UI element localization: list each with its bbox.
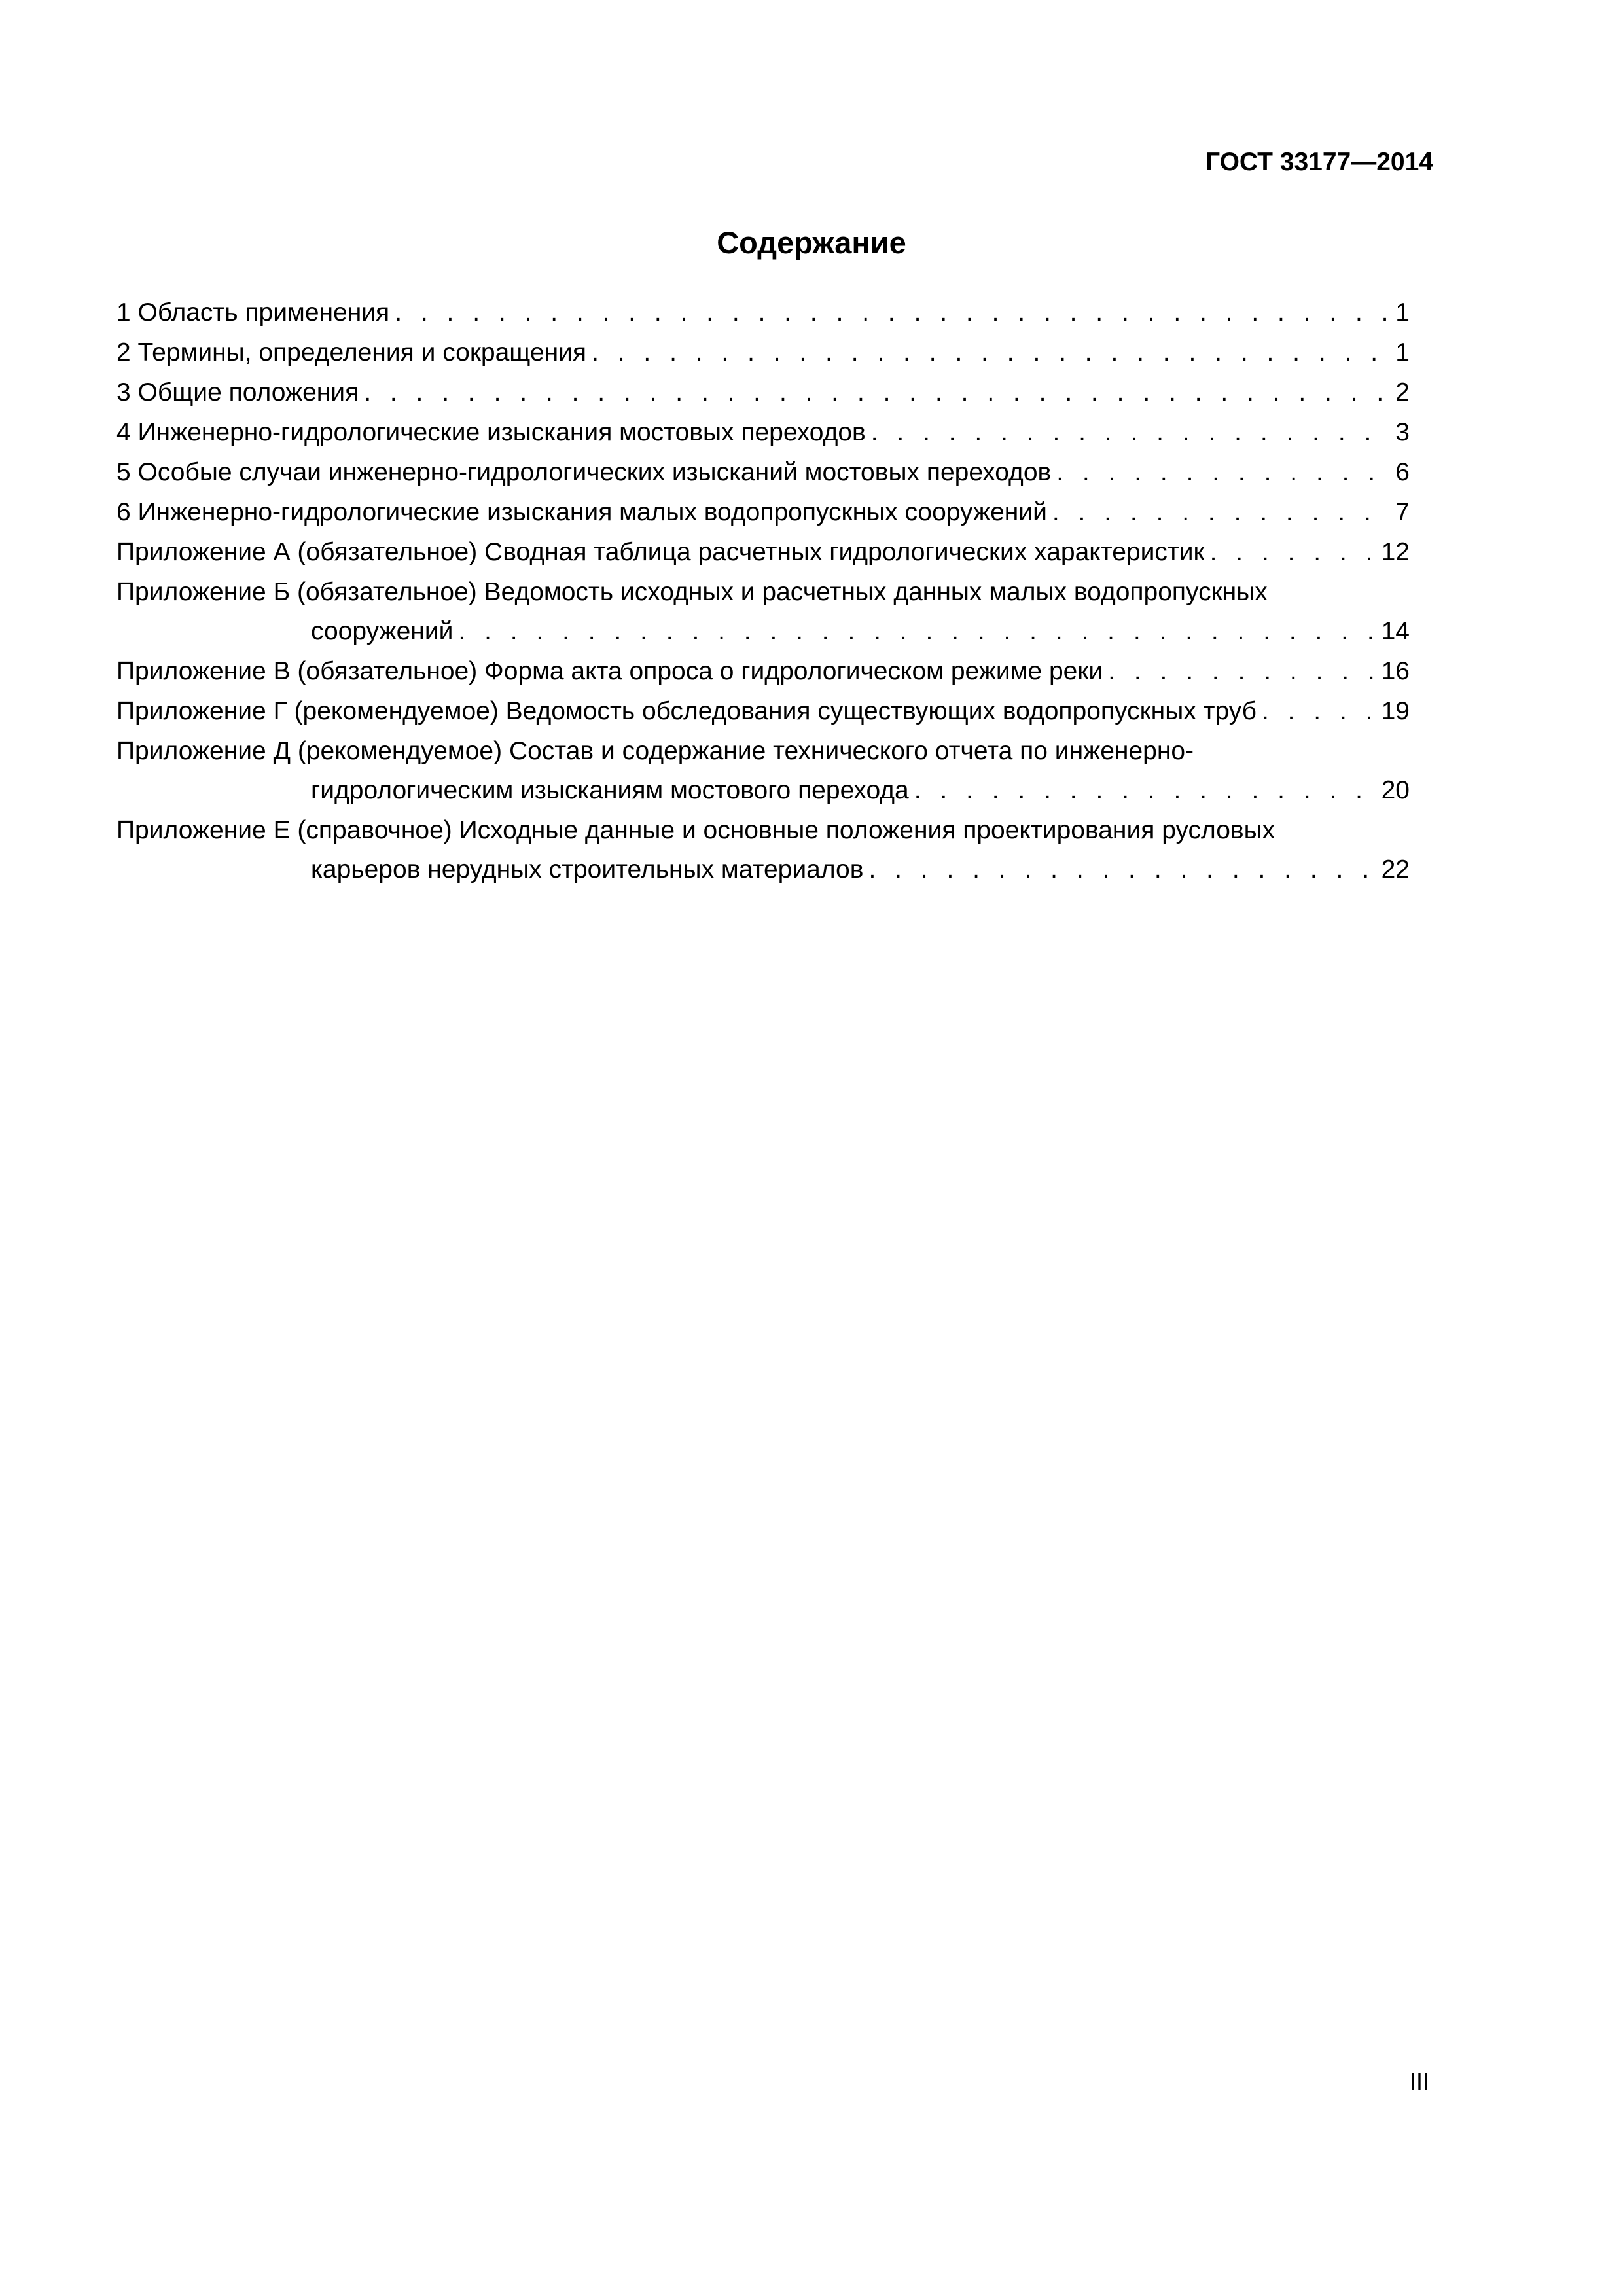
toc-appendix-entry[interactable]	[116, 652, 1410, 691]
toc-entry-title: 6 Инженерно-гидрологические изыскания малых водопропускных сооружений	[116, 498, 1047, 526]
toc-appendix-entry[interactable]	[116, 692, 1410, 731]
table-of-contents	[116, 293, 1410, 889]
toc-entry-page: 2	[1395, 378, 1410, 406]
toc-entry-page: 7	[1395, 498, 1410, 526]
toc-entry-title: 3 Общие положения	[116, 378, 359, 406]
dot-leader	[914, 771, 1378, 810]
toc-entry-title-continuation: сооружений	[311, 617, 454, 645]
dot-leader	[871, 413, 1392, 452]
toc-entry-page: 3	[1395, 418, 1410, 446]
dot-leader	[592, 333, 1391, 372]
toc-entry-page: 6	[1395, 458, 1410, 486]
toc-entry-page: 14	[1381, 617, 1410, 645]
toc-title: Содержание	[717, 225, 906, 260]
toc-entry-title: Приложение Е (справочное) Исходные данные и основные положения проектирования русловых	[116, 816, 1275, 844]
toc-entry-title: Приложение В (обязательное) Форма акта опроса о гидрологическом режиме реки	[116, 657, 1103, 685]
toc-entry-page: 19	[1381, 697, 1410, 725]
toc-appendix-entry[interactable]	[116, 533, 1410, 572]
dot-leader	[1056, 453, 1391, 492]
dot-leader	[1052, 493, 1391, 532]
toc-appendix-entry[interactable]	[116, 573, 1410, 651]
toc-entry-page: 1	[1395, 338, 1410, 367]
toc-entry[interactable]	[116, 493, 1410, 532]
toc-entry[interactable]	[116, 373, 1410, 412]
toc-entry-page: 16	[1381, 657, 1410, 685]
dot-leader	[1210, 533, 1378, 572]
toc-entry-title: 4 Инженерно-гидрологические изыскания мостовых переходов	[116, 418, 866, 446]
toc-entry-title: 1 Область применения	[116, 298, 390, 327]
toc-entry-title-continuation: гидрологическим изысканиям мостового перехода	[311, 776, 909, 804]
dot-leader	[868, 850, 1377, 889]
toc-entry-title: 2 Термины, определения и сокращения	[116, 338, 587, 367]
toc-entry-title: Приложение Д (рекомендуемое) Состав и содержание технического отчета по инженерно-	[116, 737, 1194, 765]
toc-entry[interactable]	[116, 413, 1410, 452]
dot-leader	[364, 373, 1391, 412]
toc-entry-title-continuation: карьеров нерудных строительных материалов	[311, 855, 864, 884]
toc-entry-title: Приложение А (обязательное) Сводная таблица расчетных гидрологических характеристик	[116, 538, 1205, 566]
toc-entry-page: 22	[1381, 855, 1410, 884]
toc-entry-title: 5 Особые случаи инженерно-гидрологических изысканий мостовых переходов	[116, 458, 1052, 486]
toc-entry[interactable]	[116, 293, 1410, 332]
toc-entry-title: Приложение Б (обязательное) Ведомость исходных и расчетных данных малых водопропускных	[116, 578, 1268, 606]
toc-entry[interactable]	[116, 453, 1410, 492]
dot-leader	[1108, 652, 1377, 691]
toc-appendix-entry[interactable]	[116, 732, 1410, 810]
document-code: ГОСТ 33177—2014	[1205, 148, 1433, 176]
dot-leader	[1262, 692, 1378, 731]
toc-entry-page: 1	[1395, 298, 1410, 327]
toc-appendix-entry[interactable]	[116, 811, 1410, 889]
toc-entry[interactable]	[116, 333, 1410, 372]
toc-entry-page: 20	[1381, 776, 1410, 804]
page-number: III	[1409, 2068, 1429, 2095]
toc-entry-page: 12	[1381, 538, 1410, 566]
dot-leader	[458, 612, 1377, 651]
dot-leader	[395, 293, 1391, 332]
toc-entry-title: Приложение Г (рекомендуемое) Ведомость обследования существующих водопропускных труб	[116, 697, 1257, 725]
